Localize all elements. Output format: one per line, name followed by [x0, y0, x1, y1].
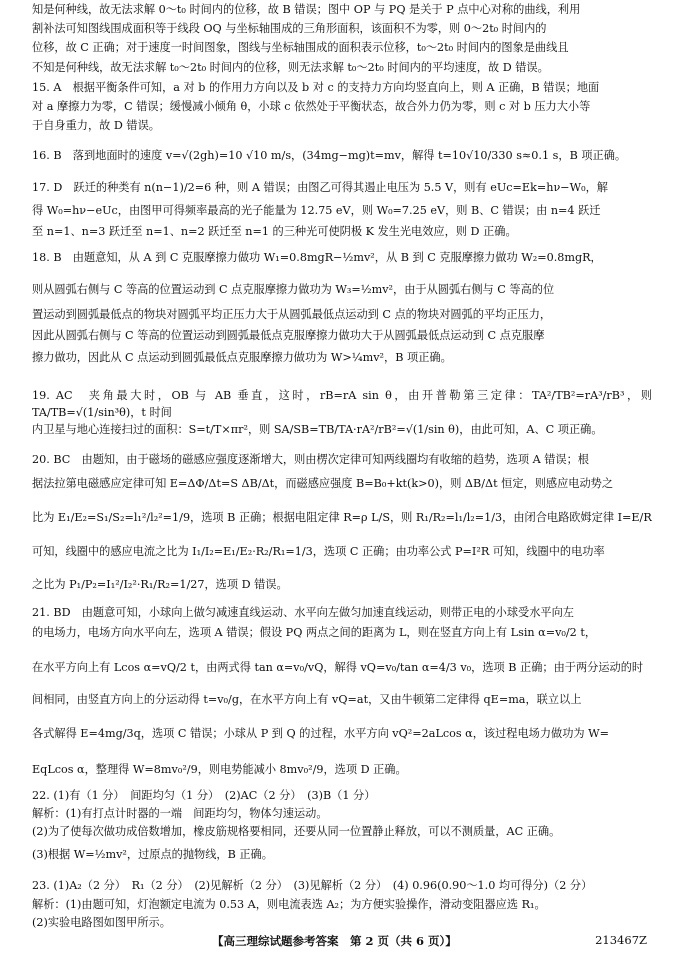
- answer-20-line: 20. BC 由题知，由于磁场的磁感应强度逐渐增大，则由楞次定律可知两线圈均有收缩的趋势，选项 A 错误；根: [32, 453, 589, 466]
- answer-15-line: 对 a 摩擦力为零，C 错误；缓慢减小倾角 θ，小球 c 依然处于平衡状态，故合外力仍为零，则 c 对 b 压力大小等: [32, 100, 591, 113]
- answer-23-line: (2)实验电路图如图甲所示。: [32, 916, 171, 929]
- text-line: 位移，故 C 正确；对于速度一时间图象，图线与坐标轴围成的面积表示位移，t₀～2t₀ 时间内的图象是曲线且: [32, 41, 569, 54]
- answer-18-line: 则从圆弧右侧与 C 等高的位置运动到 C 点克服摩擦力做功为 W₃=½mv²，由于从圆弧右侧与 C 等高的位: [32, 283, 555, 296]
- answer-22-line: 解析：(1)有打点计时器的一端 间距均匀，物体匀速运动。: [32, 807, 328, 820]
- footer-code: 213467Z: [595, 933, 647, 947]
- answer-20-line: 之比为 P₁/P₂=I₁²/I₂²·R₁/R₂=1/27，选项 D 错误。: [32, 578, 288, 591]
- answer-22-line: (3)根据 W=½mv²，过原点的抛物线，B 正确。: [32, 848, 273, 861]
- answer-21-line: 21. BD 由题意可知，小球向上做匀减速直线运动、水平向左做匀加速直线运动，则带正电的小球受水平向左: [32, 606, 574, 619]
- answer-15-line: 15. A 根据平衡条件可知，a 对 b 的作用力方向以及 b 对 c 的支持力方向均竖直向上，则 A 正确，B 错误；地面: [32, 81, 600, 94]
- footer-title: 【高三理综试题参考答案 第 2 页（共 6 页）】: [212, 934, 457, 948]
- answer-18-line: 因此从圆弧右侧与 C 等高的位置运动到圆弧最低点克服摩擦力做功大于从圆弧最低点运动到 C 点克服摩: [32, 329, 545, 342]
- answer-22-line: 22. (1)有（1 分） 间距均匀（1 分） (2)AC（2 分） (3)B（1 分）: [32, 789, 376, 802]
- answer-21-line: 间相同，由竖直方向上的分运动得 t=v₀/g，在水平方向上有 vQ=at，又由牛顿第二定律得 qE=ma，联立以上: [32, 693, 582, 706]
- answer-18-line: 18. B 由题意知，从 A 到 C 克服摩擦力做功 W₁=0.8mgR−½mv²，从 B 到 C 克服摩擦力做功 W₂=0.8mgR，: [32, 251, 602, 264]
- text-line: 割补法可知图线围成面积等于线段 OQ 与坐标轴围成的三角形面积，该面积不为零，则 0～2t₀ 时间内的: [32, 22, 547, 35]
- answer-18-line: 擦力做功，因此从 C 点运动到圆弧最低点克服摩擦力做功为 W>¼mv²，B 项正确。: [32, 351, 452, 364]
- answer-17-line: 得 W₀=hν−eUc，由图甲可得频率最高的光子能量为 12.75 eV，则 W₀=7.25 eV，则 B、C 错误；由 n=4 跃迁: [32, 204, 601, 217]
- answer-20-line: 可知，线圈中的感应电流之比为 I₁/I₂=E₁/E₂·R₂/R₁=1/3，选项 C 正确；由功率公式 P=I²R 可知，线圈中的电功率: [32, 545, 605, 558]
- answer-17-line: 17. D 跃迁的种类有 n(n−1)/2=6 种，则 A 错误；由图乙可得其遏止电压为 5.5 V，则有 eUc=Ek=hν−W₀，解: [32, 181, 608, 194]
- answer-20-line: 比为 E₁/E₂=S₁/S₂=l₁²/l₂²=1/9，选项 B 正确；根据电阻定律 R=ρ L/S，则 R₁/R₂=l₁/l₂=1/3，由闭合电路欧姆定律 I=E/R: [32, 511, 652, 524]
- answer-23-line: 解析：(1)由题可知，灯泡额定电流为 0.53 A，则电流表选 A₂；为方便实验操作，滑动变阻器应选 R₁。: [32, 898, 546, 911]
- text-line: 不知是何种线，故无法求解 t₀～2t₀ 时间内的位移，则无法求解 t₀～2t₀ 时间内的平均速度，故 D 错误。: [32, 61, 549, 74]
- answer-18-line: 置运动到圆弧最低点的物块对圆弧平均正压力大于从圆弧最低点运动到 C 点的物块对圆弧的平均正压力，: [32, 308, 552, 321]
- answer-15-line: 于自身重力，故 D 错误。: [32, 119, 160, 132]
- answer-21-line: EqLcos α，整理得 W=8mv₀²/9，则电势能减小 8mv₀²/9，选项 D 正确。: [32, 763, 407, 776]
- answer-16: 16. B 落到地面时的速度 v=√(2gh)=10 √10 m/s，(34mg−mg)t=mv，解得 t=10√10/330 s≈0.1 s，B 项正确。: [32, 149, 627, 162]
- answer-19-line: 内卫星与地心连接扫过的面积：S=t/T×πr²，则 SA/SB=TB/TA·rA²/rB²=√(1/sin θ)，由此可知，A、C 项正确。: [32, 423, 603, 436]
- text-line: 知是何种线，故无法求解 0～t₀ 时间内的位移，故 B 错误；图中 OP 与 PQ 是关于 P 点中心对称的曲线，利用: [32, 3, 581, 16]
- answer-19-line: 19. AC 夹角最大时，OB 与 AB 垂直，这时，rB=rA sin θ，由开普勒第三定律：TA²/TB²=rA³/rB³，则 TA/TB=√(1/sin³θ)，t 时间: [32, 389, 652, 419]
- answer-22-line: (2)为了使每次做功成倍数增加，橡皮筋规格要相同，还要从同一位置静止释放，可以不测质量，AC 正确。: [32, 825, 561, 838]
- answer-21-line: 的电场力，电场方向水平向左，选项 A 错误；假设 PQ 两点之间的距离为 L，则在竖直方向上有 Lsin α=v₀/2 t，: [32, 626, 597, 639]
- answer-17-line: 至 n=1、n=3 跃迁至 n=1、n=2 跃迁至 n=1 的三种光可使阴极 K 发生光电效应，则 D 正确。: [32, 225, 517, 238]
- answer-21-line: 在水平方向上有 Lcos α=vQ/2 t，由两式得 tan α=v₀/vQ，解得 vQ=v₀/tan α=4/3 v₀，选项 B 正确；由于两分运动的时: [32, 661, 644, 674]
- answer-20-line: 据法拉第电磁感应定律可知 E=ΔΦ/Δt=S ΔB/Δt，而磁感应强度 B=B₀+kt(k>0)，则 ΔB/Δt 恒定，则感应电动势之: [32, 477, 614, 490]
- answer-23-line: 23. (1)A₂（2 分） R₁（2 分） (2)见解析（2 分） (3)见解析（2 分） (4) 0.96(0.90～1.0 均可得分)（2 分）: [32, 879, 593, 892]
- answer-21-line: 各式解得 E=4mg/3q，选项 C 错误；小球从 P 到 Q 的过程，水平方向 vQ²=2aLcos α，该过程电场力做功为 W=: [32, 727, 610, 740]
